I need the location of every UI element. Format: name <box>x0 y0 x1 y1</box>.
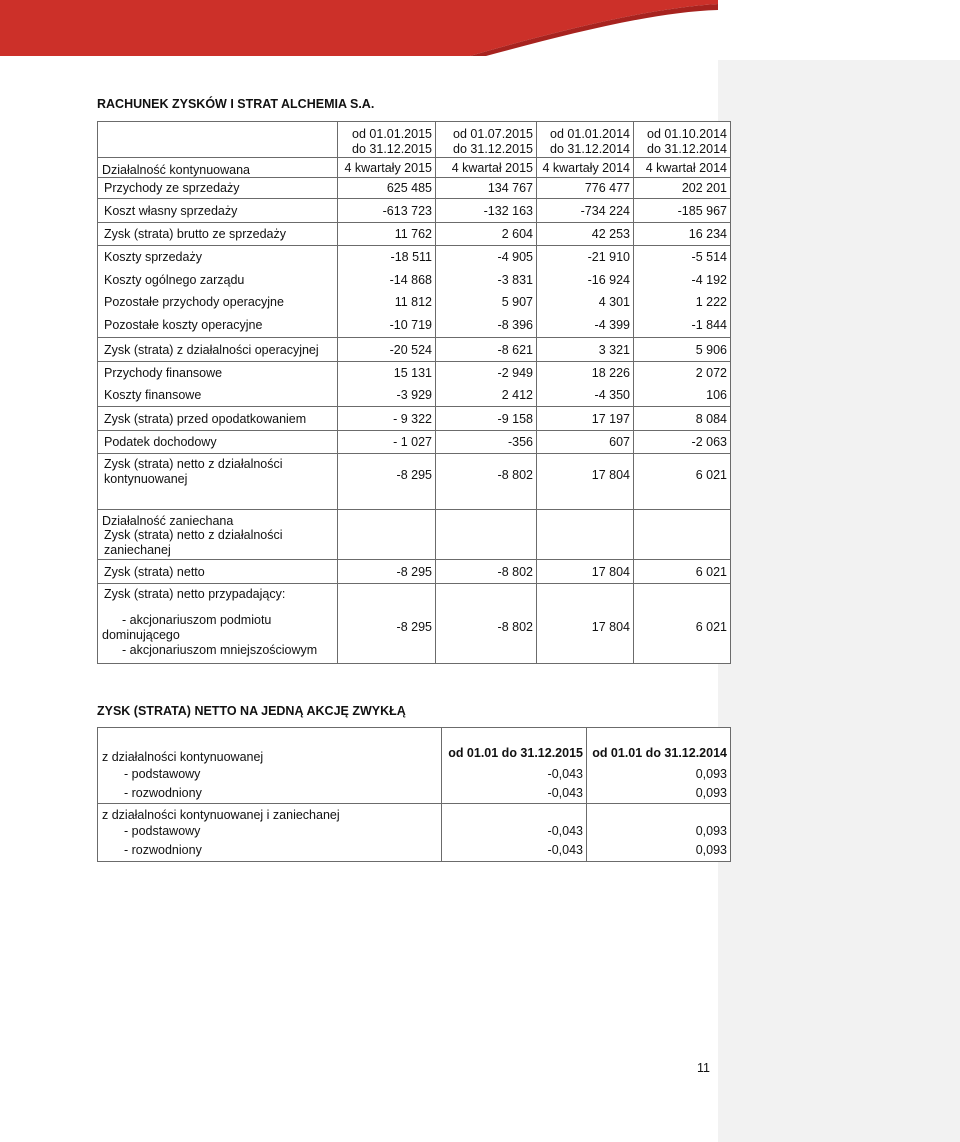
row-value: -8 396 <box>436 314 537 338</box>
row-label: - podstawowy <box>98 822 442 840</box>
row-value: -8 802 <box>436 584 537 664</box>
row-label: - rozwodniony <box>98 840 442 862</box>
table-row <box>98 431 731 454</box>
row-value: -8 295 <box>338 454 436 496</box>
row-label: Przychody ze sprzedaży <box>98 178 338 199</box>
row-value: - 1 027 <box>338 431 436 454</box>
page-title: RACHUNEK ZYSKÓW I STRAT ALCHEMIA S.A. <box>97 97 375 111</box>
row-value: 625 485 <box>338 178 436 199</box>
eps-header: od 01.01 do 31.12.2015 <box>442 728 587 765</box>
row-value: 0,093 <box>587 840 731 862</box>
row-value: -8 802 <box>436 560 537 584</box>
row-label: Zysk (strata) netto z działalności kontynuowanej <box>98 454 338 496</box>
row-value: -734 224 <box>537 199 634 223</box>
row-value: -8 802 <box>436 454 537 496</box>
table-row <box>98 783 731 804</box>
row-label: Koszty sprzedaży <box>98 246 338 269</box>
eps-group-label: z działalności kontynuowanej i zaniechanej <box>98 804 442 822</box>
right-side-panel <box>718 60 960 1142</box>
row-value: -18 511 <box>338 246 436 269</box>
row-value: 15 131 <box>338 362 436 384</box>
eps-group-row <box>98 804 731 822</box>
row-value: -356 <box>436 431 537 454</box>
period-label: 4 kwartał 2015 <box>436 158 537 178</box>
row-value: -4 399 <box>537 314 634 338</box>
row-value: -185 967 <box>634 199 731 223</box>
row-label: Pozostałe przychody operacyjne <box>98 291 338 314</box>
row-value: 11 762 <box>338 223 436 246</box>
row-value: - 9 322 <box>338 407 436 431</box>
table-row <box>98 246 731 269</box>
eps-table <box>97 727 731 862</box>
banner-red-swoosh <box>0 0 718 56</box>
row-value: 5 906 <box>634 338 731 362</box>
table-row <box>98 840 731 862</box>
header-white-box <box>718 0 805 60</box>
eps-header-row <box>98 728 731 765</box>
row-value: 18 226 <box>537 362 634 384</box>
row-label: Pozostałe koszty operacyjne <box>98 314 338 338</box>
page-number: 11 <box>697 1061 710 1075</box>
section-row-discontinued <box>98 510 731 528</box>
row-value: -1 844 <box>634 314 731 338</box>
table-row <box>98 454 731 496</box>
period-label: 4 kwartał 2014 <box>634 158 731 178</box>
minority-label: - akcjonariuszom mniejszościowym <box>122 643 318 657</box>
row-value: 17 197 <box>537 407 634 431</box>
row-value: -3 831 <box>436 269 537 291</box>
table-row <box>98 223 731 246</box>
section-label: Działalność zaniechana <box>98 510 338 528</box>
row-label: Zysk (strata) netto z działalności zaniechanej <box>98 528 338 560</box>
row-value: 3 321 <box>537 338 634 362</box>
row-value: 2 072 <box>634 362 731 384</box>
row-label: Zysk (strata) przed opodatkowaniem <box>98 407 338 431</box>
row-value: 4 301 <box>537 291 634 314</box>
table-row <box>98 178 731 199</box>
row-value: 6 021 <box>634 560 731 584</box>
row-value: -0,043 <box>442 822 587 840</box>
period-header: od 01.07.2015 do 31.12.2015 <box>436 122 537 158</box>
table-row <box>98 384 731 407</box>
row-value: 1 222 <box>634 291 731 314</box>
row-label: Koszt własny sprzedaży <box>98 199 338 223</box>
row-value: -14 868 <box>338 269 436 291</box>
row-value: 106 <box>634 384 731 407</box>
row-value: -3 929 <box>338 384 436 407</box>
row-value: -16 924 <box>537 269 634 291</box>
row-value: 6 021 <box>634 584 731 664</box>
row-label: Podatek dochodowy <box>98 431 338 454</box>
attributable-labels <box>98 584 338 664</box>
row-label: Zysk (strata) netto <box>98 560 338 584</box>
row-value: 2 604 <box>436 223 537 246</box>
income-statement-table <box>97 121 731 664</box>
row-value: -8 295 <box>338 560 436 584</box>
row-value: 16 234 <box>634 223 731 246</box>
eps-header: od 01.01 do 31.12.2014 <box>587 728 731 765</box>
table-row <box>98 199 731 223</box>
eps-title: ZYSK (STRATA) NETTO NA JEDNĄ AKCJĘ ZWYKŁĄ <box>97 704 406 718</box>
row-label: Koszty ogólnego zarządu <box>98 269 338 291</box>
table-row <box>98 291 731 314</box>
period-header: od 01.10.2014 do 31.12.2014 <box>634 122 731 158</box>
row-value: -8 621 <box>436 338 537 362</box>
row-value: 776 477 <box>537 178 634 199</box>
table-row <box>98 822 731 840</box>
row-value: -613 723 <box>338 199 436 223</box>
row-value: -10 719 <box>338 314 436 338</box>
row-value: 134 767 <box>436 178 537 199</box>
row-value: -0,043 <box>442 765 587 783</box>
row-value: 11 812 <box>338 291 436 314</box>
period-label: 4 kwartały 2014 <box>537 158 634 178</box>
table-row <box>98 362 731 384</box>
row-value: 17 804 <box>537 454 634 496</box>
row-label: Zysk (strata) brutto ze sprzedaży <box>98 223 338 246</box>
row-value: -4 905 <box>436 246 537 269</box>
row-value: 5 907 <box>436 291 537 314</box>
row-value: -9 158 <box>436 407 537 431</box>
row-value: -0,043 <box>442 840 587 862</box>
row-label: Przychody finansowe <box>98 362 338 384</box>
row-value: -5 514 <box>634 246 731 269</box>
attributable-row <box>98 584 731 664</box>
period-header: od 01.01.2015 do 31.12.2015 <box>338 122 436 158</box>
table-row <box>98 314 731 338</box>
row-value: 6 021 <box>634 454 731 496</box>
period-header-row <box>98 122 731 158</box>
row-label: Koszty finansowe <box>98 384 338 407</box>
row-value: -20 524 <box>338 338 436 362</box>
row-value: 2 412 <box>436 384 537 407</box>
row-value: -21 910 <box>537 246 634 269</box>
header-blank-cell <box>98 122 338 158</box>
row-value: 42 253 <box>537 223 634 246</box>
row-value: 202 201 <box>634 178 731 199</box>
table-row <box>98 407 731 431</box>
row-label: - rozwodniony <box>98 783 442 804</box>
row-label: Zysk (strata) z działalności operacyjnej <box>98 338 338 362</box>
row-value: -4 350 <box>537 384 634 407</box>
row-value: 17 804 <box>537 560 634 584</box>
table-row <box>98 765 731 783</box>
period-header: od 01.01.2014 do 31.12.2014 <box>537 122 634 158</box>
row-value: -2 949 <box>436 362 537 384</box>
row-value: -0,043 <box>442 783 587 804</box>
row-value: -8 295 <box>338 584 436 664</box>
eps-group-label: z działalności kontynuowanej <box>98 728 442 765</box>
row-value: 607 <box>537 431 634 454</box>
section-row-continuing <box>98 158 731 178</box>
row-value: -2 063 <box>634 431 731 454</box>
spacer-row <box>98 496 731 510</box>
row-value: 17 804 <box>537 584 634 664</box>
row-value: 0,093 <box>587 765 731 783</box>
table-row <box>98 528 731 560</box>
row-value: 8 084 <box>634 407 731 431</box>
header-banner <box>0 0 960 60</box>
parent-label: - akcjonariuszom podmiotu dominującego <box>102 613 272 642</box>
table-row <box>98 338 731 362</box>
row-value: -132 163 <box>436 199 537 223</box>
row-label: - podstawowy <box>98 765 442 783</box>
row-value: 0,093 <box>587 822 731 840</box>
row-value: -4 192 <box>634 269 731 291</box>
table-row <box>98 269 731 291</box>
section-label: Działalność kontynuowana <box>98 158 338 178</box>
row-value: 0,093 <box>587 783 731 804</box>
net-profit-row <box>98 560 731 584</box>
period-label: 4 kwartały 2015 <box>338 158 436 178</box>
attributable-title: Zysk (strata) netto przypadający: <box>104 587 286 601</box>
